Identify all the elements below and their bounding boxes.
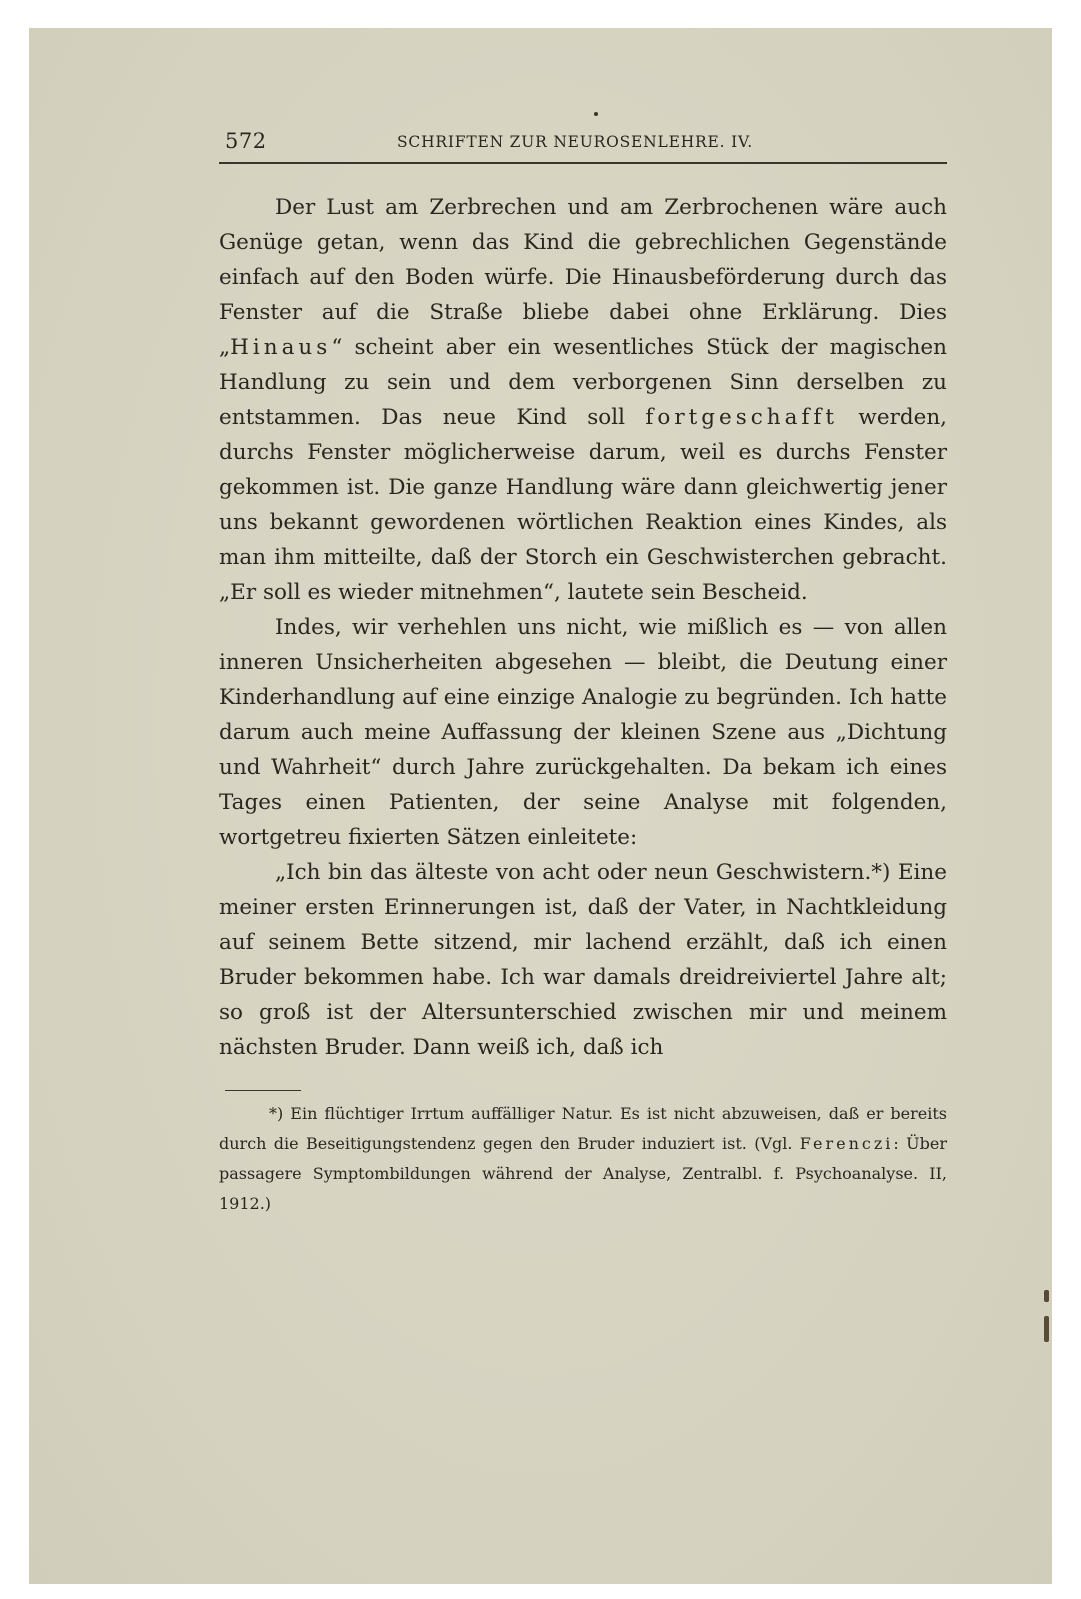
paragraph-3: „Ich bin das älteste von acht oder neun Geschwistern.*) Eine meiner ersten Erinnerungen ist, daß der Vater, in Nachtkleidung auf seinem Bette sitzend, mir lachend erzählt, daß ich einen Bruder bekommen habe. Ich war damals dreidreiviertel Jahre alt; so groß ist der Altersunterschied zwischen mir und meinem nächsten Bruder. Dann weiß ich, daß ich bbox=[219, 860, 947, 1060]
footnote-spaced-name: Ferenczi bbox=[799, 1134, 894, 1153]
scanned-page bbox=[29, 28, 1052, 1584]
running-title: SCHRIFTEN ZUR NEUROSENLEHRE. IV. bbox=[397, 133, 754, 151]
book-page bbox=[219, 128, 947, 1219]
footnote-rule bbox=[225, 1090, 301, 1091]
page-edge-mark bbox=[1044, 1290, 1049, 1302]
paragraph-1-part-a: Der Lust am Zerbrechen und am Zerbrochenen wäre auch Genüge getan, wenn das Kind die gebrechlichen Gegenstände einfach auf den Boden würfe. Die Hinausbeförderung durch das Fenster auf die Straße bliebe dabei ohne Erklärung. Dies „ bbox=[219, 195, 947, 360]
spaced-word-hinaus: Hinaus bbox=[230, 335, 332, 360]
print-mark bbox=[594, 112, 598, 116]
paragraph-1-part-c: werden, durchs Fenster möglicherweise darum, weil es durchs Fenster gekommen ist. Die ganze Handlung wäre dann gleichwertig jener uns bekannt gewordenen wörtlichen Reaktion eines Kindes, als man ihm mitteilte, daß der Storch ein Geschwisterchen gebracht. „Er soll es wieder mitnehmen“, lautete sein Bescheid. bbox=[219, 405, 948, 605]
footnote-part-a: *) Ein flüchtiger Irrtum auffälliger Natur. Es ist nicht abzuweisen, daß er bereits durch die Beseitigungstendenz gegen den Bruder induziert ist. (Vgl. bbox=[219, 1104, 947, 1153]
page-edge-mark bbox=[1044, 1316, 1049, 1342]
footnote bbox=[219, 1099, 947, 1219]
footnote-part-b: : Über passagere Symptombildungen während der Analyse, Zentralbl. f. Psychoanalyse. II, 1912.) bbox=[219, 1134, 947, 1213]
page-number: 572 bbox=[225, 129, 267, 153]
paragraph-1-part-b: “ scheint aber ein wesentliches Stück der magischen Handlung zu sein und dem verborgenen Sinn derselben zu entstammen. Das neue Kind soll bbox=[219, 335, 947, 430]
spaced-word-fortgeschafft: fortgeschafft bbox=[645, 405, 839, 430]
paragraph-2: Indes, wir verhehlen uns nicht, wie mißlich es — von allen inneren Unsicherheiten abgesehen — bleibt, die Deutung einer Kinderhandlung auf eine einzige Analogie zu begründen. Ich hatte darum auch meine Auffassung der kleinen Szene aus „Dichtung und Wahrheit“ durch Jahre zurückgehalten. Da bekam ich eines Tages einen Patienten, der seine Analyse mit folgenden, wortgetreu fixierten Sätzen einleitete: bbox=[219, 615, 947, 850]
body-text bbox=[219, 190, 947, 1065]
running-header bbox=[219, 128, 947, 164]
paragraph-1 bbox=[219, 190, 947, 610]
